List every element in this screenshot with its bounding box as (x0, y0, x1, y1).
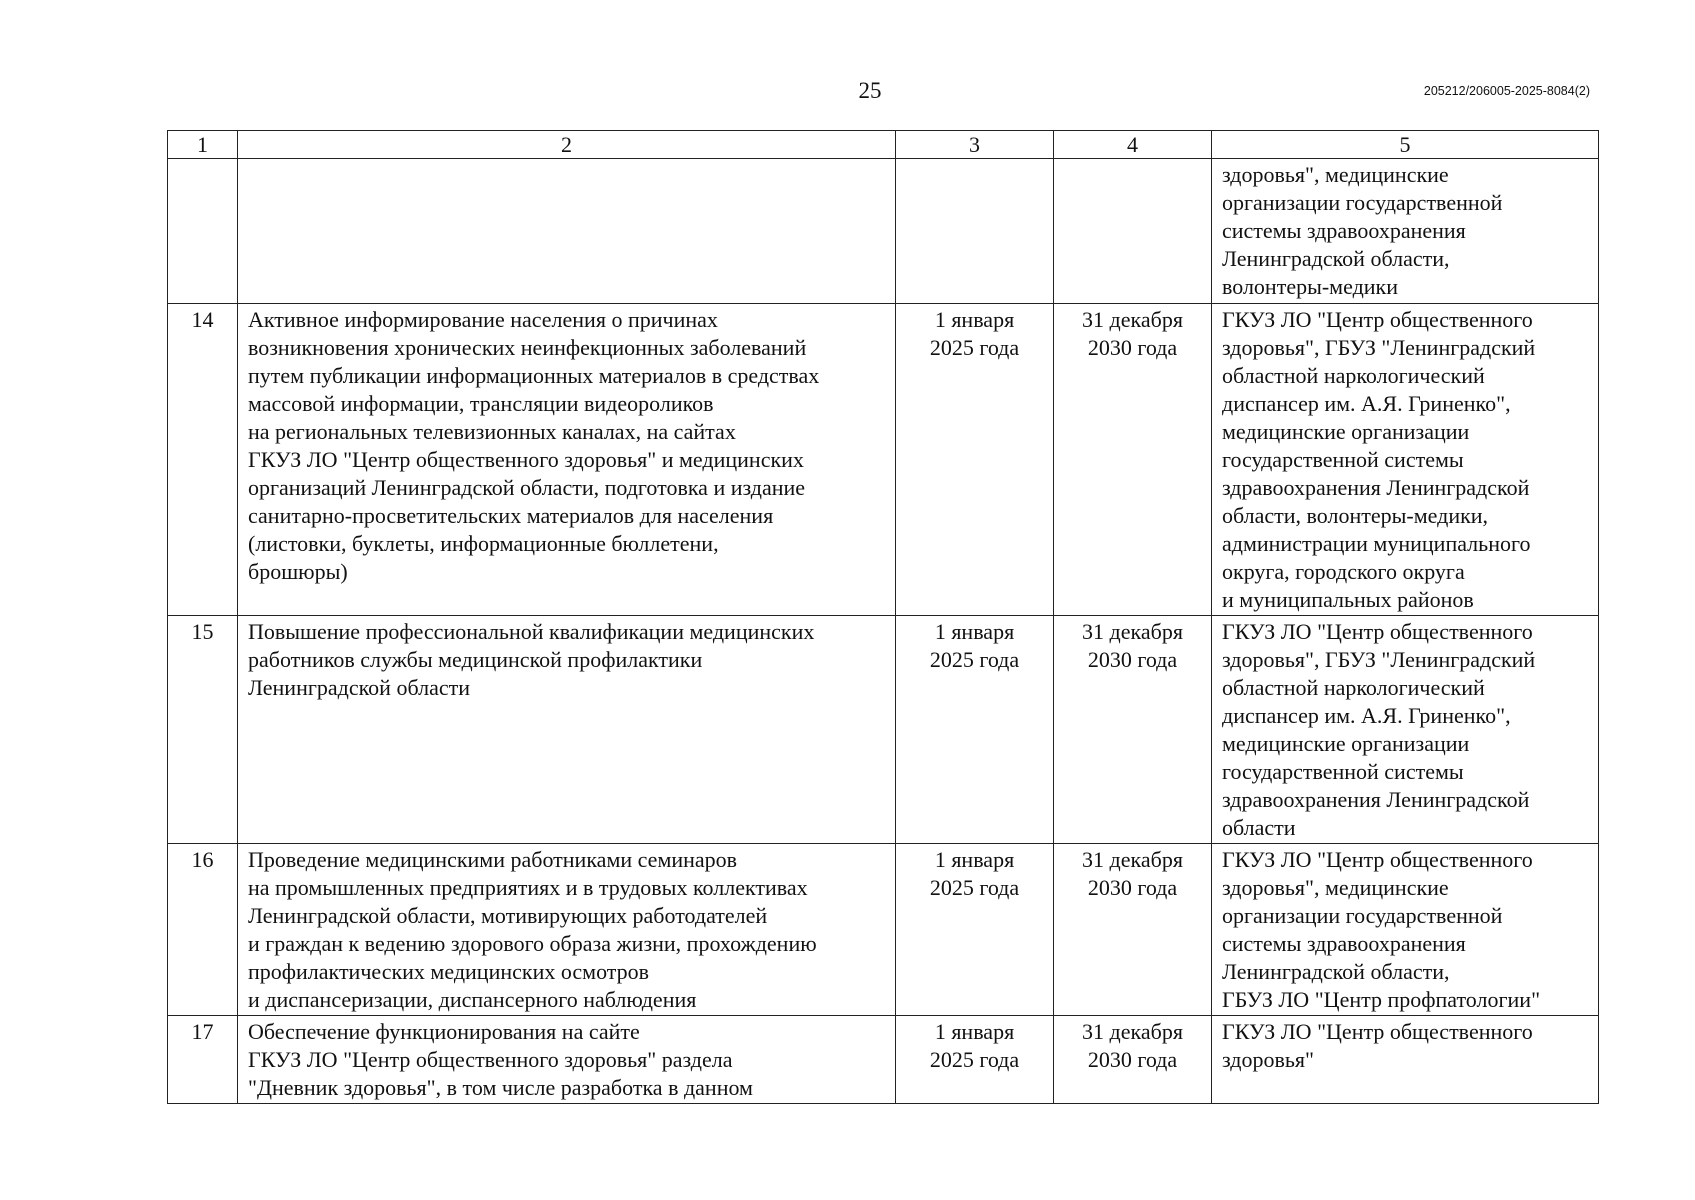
start-date-cell: 1 января 2025 года (896, 616, 1054, 844)
executors-cell: ГКУЗ ЛО "Центр общественного здоровья", медицинские организации государственной системы здравоохранения Ленинградской области, ГБУЗ ЛО "Центр профпатологии" (1212, 844, 1599, 1016)
activity-cell: Обеспечение функционирования на сайте ГКУЗ ЛО "Центр общественного здоровья" раздела "Дневник здоровья", в том числе разработка в данном (238, 1016, 896, 1104)
table-row (168, 616, 1599, 844)
end-date-cell: 31 декабря 2030 года (1054, 616, 1212, 844)
end-date-cell: 31 декабря 2030 года (1054, 304, 1212, 616)
start-date-cell (896, 159, 1054, 304)
executors-cell: ГКУЗ ЛО "Центр общественного здоровья", ГБУЗ "Ленинградский областной наркологический диспансер им. А.Я. Гриненко", медицинские организации государственной системы здравоохранения Ленинградской области (1212, 616, 1599, 844)
row-number: 14 (168, 304, 238, 616)
table-body (168, 159, 1599, 1104)
end-date-cell: 31 декабря 2030 года (1054, 1016, 1212, 1104)
row-number (168, 159, 238, 304)
start-date-cell: 1 января 2025 года (896, 844, 1054, 1016)
page-number: 25 (858, 78, 882, 103)
column-header-3: 3 (896, 131, 1054, 159)
start-date-cell: 1 января 2025 года (896, 1016, 1054, 1104)
row-number: 17 (168, 1016, 238, 1104)
table-row (168, 304, 1599, 616)
executors-cell: ГКУЗ ЛО "Центр общественного здоровья", ГБУЗ "Ленинградский областной наркологический диспансер им. А.Я. Гриненко", медицинские организации государственной системы здравоохранения Ленинградской области, волонтеры-медики, администрации муниципального округа, городского округа и муниципальных районов (1212, 304, 1599, 616)
table-header (168, 131, 1599, 159)
end-date-cell (1054, 159, 1212, 304)
end-date-cell: 31 декабря 2030 года (1054, 844, 1212, 1016)
activity-cell: Повышение профессиональной квалификации медицинских работников службы медицинской профилактики Ленинградской области (238, 616, 896, 844)
start-date-cell: 1 января 2025 года (896, 304, 1054, 616)
document-code: 205212/206005-2025-8084(2) (1423, 84, 1590, 98)
activity-cell: Активное информирование населения о причинах возникновения хронических неинфекционных заболеваний путем публикации информационных материалов в средствах массовой информации, трансляции видеороликов на региональных телевизионных каналах, на сайтах ГКУЗ ЛО "Центр общественного здоровья" и медицинских организаций Ленинградской области, подготовка и издание санитарно-просветительских материалов для населения (листовки, буклеты, информационные бюллетени, брошюры) (238, 304, 896, 616)
column-header-5: 5 (1212, 131, 1599, 159)
table-row (168, 159, 1599, 304)
activity-cell: Проведение медицинскими работниками семинаров на промышленных предприятиях и в трудовых коллективах Ленинградской области, мотивирующих работодателей и граждан к ведению здорового образа жизни, прохождению профилактических медицинских осмотров и диспансеризации, диспансерного наблюдения (238, 844, 896, 1016)
executors-cell: здоровья", медицинские организации государственной системы здравоохранения Ленинградской области, волонтеры-медики (1212, 159, 1599, 304)
column-header-2: 2 (238, 131, 896, 159)
column-header-4: 4 (1054, 131, 1212, 159)
executors-cell: ГКУЗ ЛО "Центр общественного здоровья" (1212, 1016, 1599, 1104)
table-row (168, 844, 1599, 1016)
column-header-1: 1 (168, 131, 238, 159)
activities-table (167, 130, 1599, 1104)
table-row (168, 1016, 1599, 1104)
activity-cell (238, 159, 896, 304)
row-number: 15 (168, 616, 238, 844)
row-number: 16 (168, 844, 238, 1016)
